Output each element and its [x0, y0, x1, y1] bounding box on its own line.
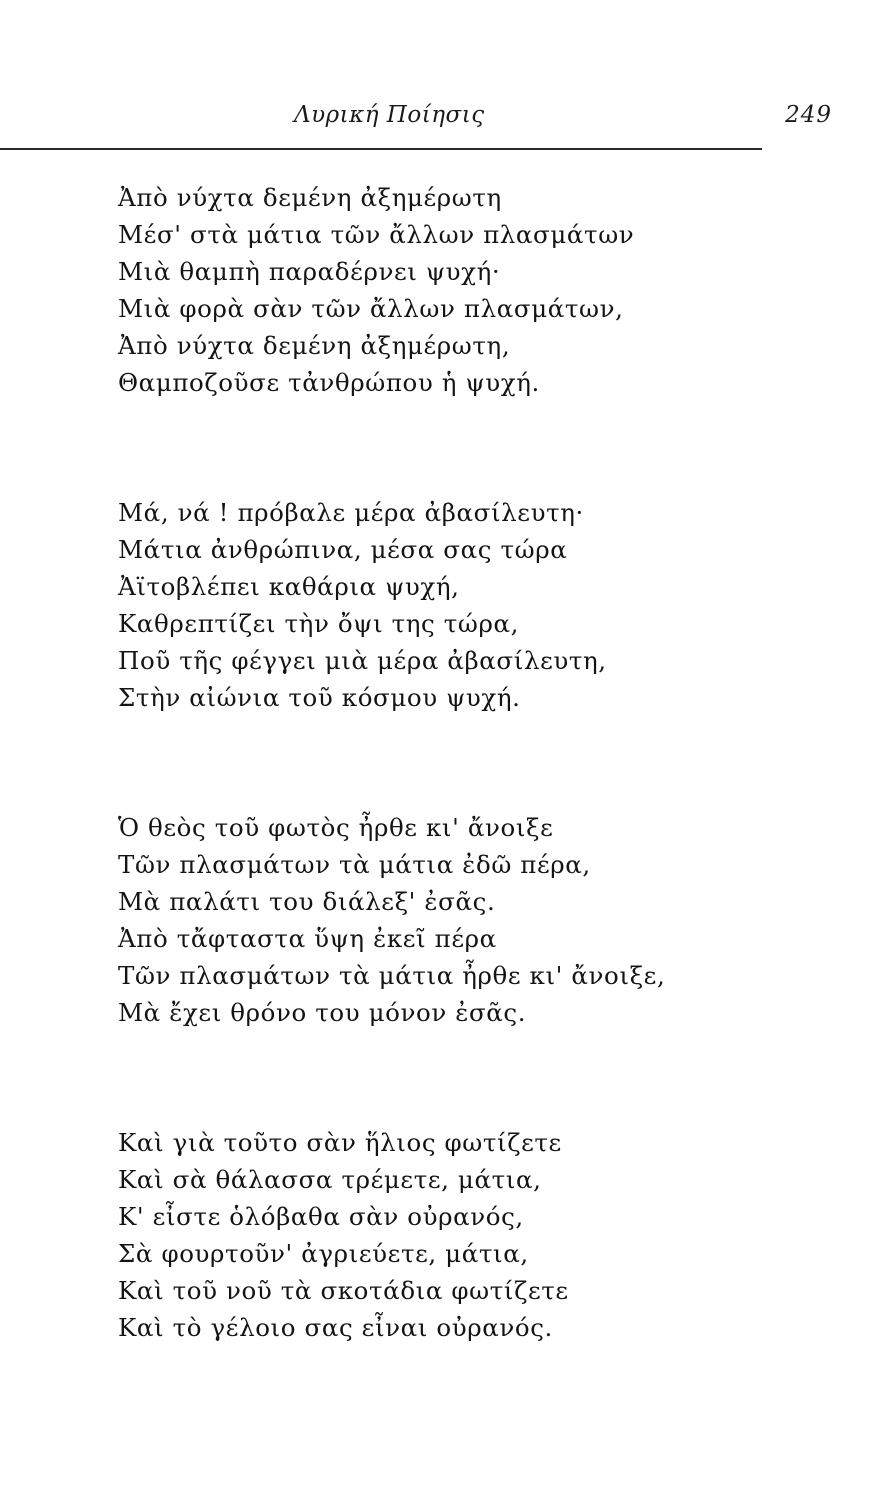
stanza: [118, 179, 818, 401]
verse-line: Μιὰ θαμπὴ παραδέρνει ψυχή·: [118, 257, 501, 286]
verse-line: Μιὰ φορὰ σὰν τῶν ἄλλων πλασμάτων,: [118, 294, 624, 323]
verse-line: Ἀπὸ νύχτα δεμένη ἀξημέρωτη: [118, 183, 502, 212]
poem-body: [118, 179, 818, 1439]
page-number: 249: [785, 102, 832, 128]
verse-line: Καὶ γιὰ τοῦτο σὰν ἥλιος φωτίζετε: [118, 1128, 562, 1157]
verse-line: Στὴν αἰώνια τοῦ κόσμου ψυχή.: [118, 683, 521, 712]
verse-line: Ἀπὸ τἄφταστα ὕψη ἐκεῖ πέρα: [118, 924, 497, 953]
verse-line: Ἀπὸ νύχτα δεμένη ἀξημέρωτη,: [118, 331, 511, 360]
stanza: [118, 809, 818, 1031]
verse-line: Σὰ φουρτοῦν' ἀγριεύετε, μάτια,: [118, 1239, 529, 1268]
verse-line: Καὶ τὸ γέλοιο σας εἶναι οὐρανός.: [118, 1313, 553, 1342]
header-rule: [0, 148, 762, 150]
verse-line: Θαμποζοῦσε τἀνθρώπου ἡ ψυχή.: [118, 368, 540, 397]
verse-line: Ἀϊτοβλέπει καθάρια ψυχή,: [118, 572, 460, 601]
running-title: Λυρική Ποίησις: [294, 102, 485, 128]
verse-line: Καθρεπτίζει τὴν ὄψι της τώρα,: [118, 609, 520, 638]
stanza: [118, 1124, 818, 1346]
verse-line: Μὰ ἔχει θρόνο του μόνον ἐσᾶς.: [118, 998, 527, 1027]
verse-line: Μά, νά ! πρόβαλε μέρα ἀβασίλευτη·: [118, 498, 584, 527]
verse-line: Τῶν πλασμάτων τὰ μάτια ἦρθε κι' ἄνοιξε,: [118, 961, 666, 990]
verse-line: Ὁ θεὸς τοῦ φωτὸς ἦρθε κι' ἄνοιξε: [118, 813, 554, 842]
verse-line: Κ' εἶστε ὁλόβαθα σὰν οὐρανός,: [118, 1202, 524, 1231]
running-head: [0, 102, 883, 136]
verse-line: Μὰ παλάτι του διάλεξ' ἐσᾶς.: [118, 887, 496, 916]
verse-line: Μέσ' στὰ μάτια τῶν ἄλλων πλασμάτων: [118, 220, 635, 249]
verse-line: Καὶ σὰ θάλασσα τρέμετε, μάτια,: [118, 1165, 542, 1194]
verse-line: Τῶν πλασμάτων τὰ μάτια ἐδῶ πέρα,: [118, 850, 591, 879]
verse-line: Μάτια ἀνθρώπινα, μέσα σας τώρα: [118, 535, 568, 564]
stanza: [118, 494, 818, 716]
verse-line: Καὶ τοῦ νοῦ τὰ σκοτάδια φωτίζετε: [118, 1276, 569, 1305]
verse-line: Ποῦ τῆς φέγγει μιὰ μέρα ἀβασίλευτη,: [118, 646, 607, 675]
